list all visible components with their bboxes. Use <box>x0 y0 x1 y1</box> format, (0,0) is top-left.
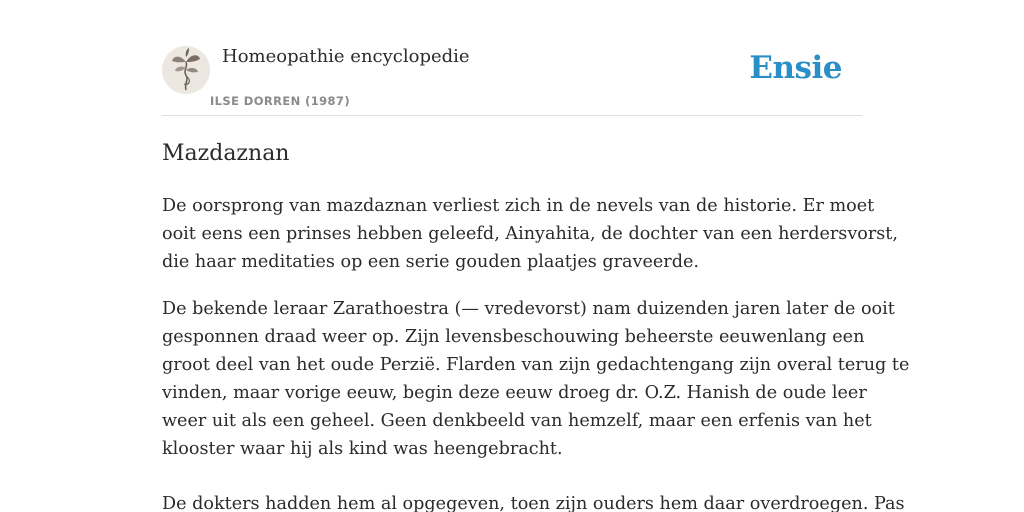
ensie-logo[interactable]: Ensie <box>749 50 842 86</box>
paragraph-line: klooster waar hij als kind was heengebracht. <box>162 439 563 459</box>
paragraph-line: gesponnen draad weer op. Zijn levensbeschouwing beheerste eeuwenlang een <box>162 327 865 347</box>
paragraph-line: De bekende leraar Zarathoestra (— vredevorst) nam duizenden jaren later de ooit <box>162 299 895 319</box>
paragraph-line: De oorsprong van mazdaznan verliest zich in de nevels van de historie. Er moet <box>162 196 875 216</box>
page-header <box>162 0 862 116</box>
paragraph-line: De dokters hadden hem al opgegeven, toen zijn ouders hem daar overdroegen. Pas <box>162 494 905 512</box>
book-logo[interactable] <box>162 46 210 94</box>
plant-seedling-icon <box>162 46 210 94</box>
author-label: ILSE DORREN (1987) <box>210 94 350 108</box>
book-title[interactable]: Homeopathie encyclopedie <box>222 46 470 67</box>
entry-title: Mazdaznan <box>162 141 290 166</box>
article-page <box>162 0 910 512</box>
paragraph-line: die haar meditaties op een serie gouden plaatjes graveerde. <box>162 252 699 272</box>
paragraph-line: groot deel van het oude Perzië. Flarden van zijn gedachtengang zijn overal terug te <box>162 355 910 375</box>
paragraph-line: ooit eens een prinses hebben geleefd, Ainyahita, de dochter van een herdersvorst, <box>162 224 898 244</box>
paragraph-line: weer uit als een geheel. Geen denkbeeld van hemzelf, maar een erfenis van het <box>162 411 872 431</box>
paragraph <box>162 490 905 512</box>
paragraph <box>162 192 898 276</box>
paragraph-line: vinden, maar vorige eeuw, begin deze eeuw droeg dr. O.Z. Hanish de oude leer <box>162 383 867 403</box>
paragraph <box>162 295 910 463</box>
